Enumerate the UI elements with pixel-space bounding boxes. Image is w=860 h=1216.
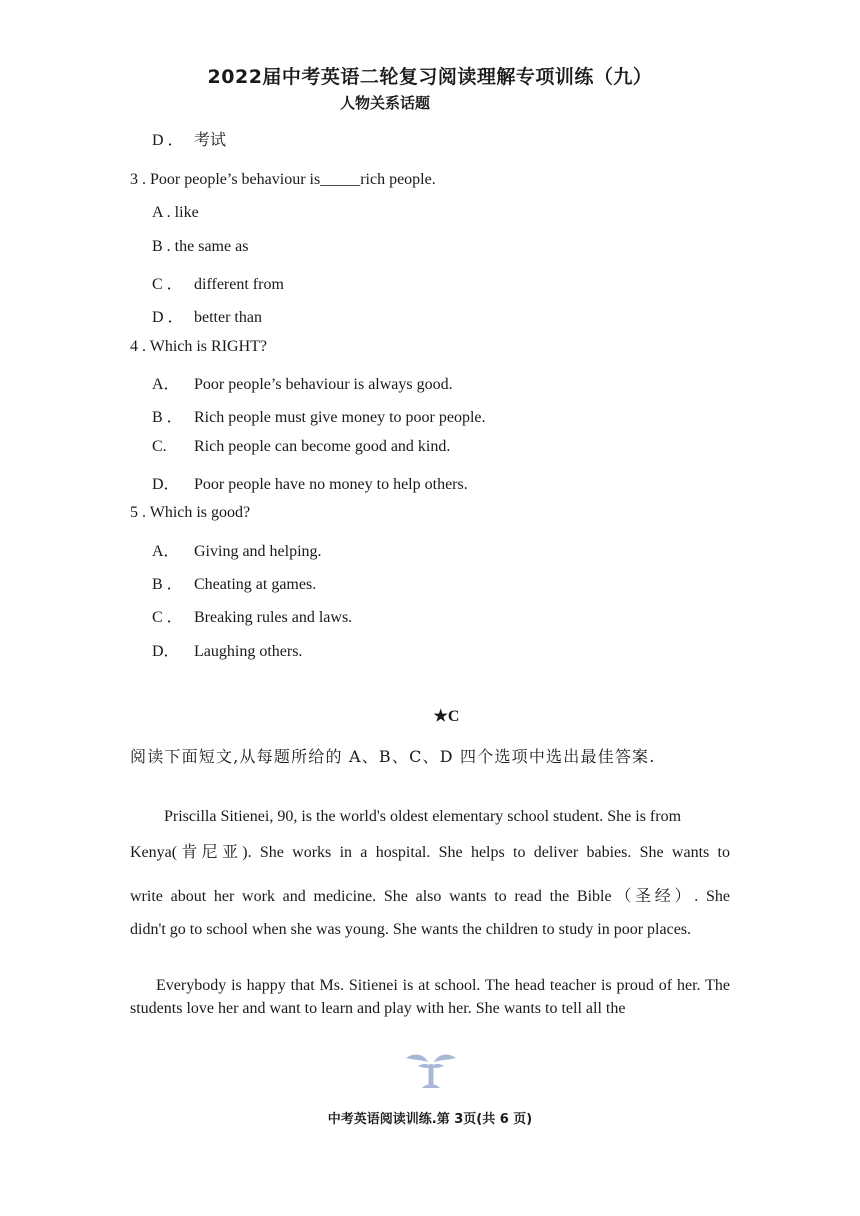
q4-option-c <box>152 438 450 456</box>
option-letter: B ． <box>152 576 183 593</box>
option-text: Giving and helping. <box>194 543 322 560</box>
option-text: better than <box>194 309 262 326</box>
option-letter: A . like <box>152 204 199 221</box>
q5-option-d <box>152 638 302 661</box>
option-letter: B . the same as <box>152 238 249 255</box>
option-text: Breaking rules and laws. <box>194 609 353 626</box>
page-title: 2022届中考英语二轮复习阅读理解专项训练（九） <box>207 66 653 88</box>
passage-line-1: Priscilla Sitienei, 90, is the world's oldest elementary school student. She is from <box>164 808 682 825</box>
option-letter: D． <box>152 643 180 660</box>
section-instruction: 阅读下面短文,从每题所给的 A、B、C、D 四个选项中选出最佳答案. <box>130 747 656 766</box>
q4-option-d <box>152 471 468 494</box>
q3-option-a <box>152 204 199 222</box>
tree-logo-icon <box>404 1050 458 1090</box>
q5-option-b <box>152 571 316 594</box>
option-text: different from <box>194 276 284 293</box>
q3-option-d <box>152 304 262 327</box>
option-letter: A． <box>152 376 180 393</box>
q4-option-b <box>152 404 486 427</box>
question-3-stem: 3 . Poor people’s behaviour is_____rich people. <box>130 171 436 188</box>
option-letter: C ． <box>152 276 183 293</box>
passage-line-4: didn't go to school when she was young. She wants the children to study in poor places. <box>130 921 692 938</box>
option-letter: C ． <box>152 609 183 626</box>
page-subtitle: 人物关系话题 <box>340 94 431 112</box>
q3-option-c <box>152 271 284 294</box>
section-label: ★C <box>433 708 460 725</box>
option-text: Poor people’s behaviour is always good. <box>194 376 453 393</box>
option-text: Poor people have no money to help others. <box>194 476 468 493</box>
option-letter: D ． <box>152 132 184 149</box>
option-letter: C. <box>152 438 167 455</box>
option-text: 考试 <box>194 130 227 149</box>
passage-line-3: write about her work and medicine. She also wants to read the Bible（圣经）. She <box>130 888 730 905</box>
question-4-stem: 4 . Which is RIGHT? <box>130 338 268 355</box>
option-letter: D． <box>152 476 180 493</box>
passage-line-2: Kenya(肯尼亚). She works in a hospital. She helps to deliver babies. She wants to <box>130 844 730 861</box>
q5-option-a <box>152 538 322 561</box>
option-letter: B ． <box>152 409 183 426</box>
option-text: Laughing others. <box>194 643 303 660</box>
option-text: Rich people can become good and kind. <box>194 438 451 455</box>
option-text: Rich people must give money to poor people. <box>194 409 486 426</box>
option-text: Cheating at games. <box>194 576 317 593</box>
q3-option-b <box>152 238 248 256</box>
option-letter: D ． <box>152 309 184 326</box>
option-letter: A． <box>152 543 180 560</box>
q4-option-a <box>152 371 453 394</box>
prev-option-d <box>152 127 226 150</box>
passage-paragraph-2: Everybody is happy that Ms. Sitienei is at school. The head teacher is proud of her. The students love her and want to learn and play with her. She wants to tell all the <box>130 977 730 1017</box>
page-footer: 中考英语阅读训练.第 3页(共 6 页) <box>327 1112 533 1127</box>
q5-option-c <box>152 604 352 627</box>
question-5-stem: 5 . Which is good? <box>130 504 251 521</box>
